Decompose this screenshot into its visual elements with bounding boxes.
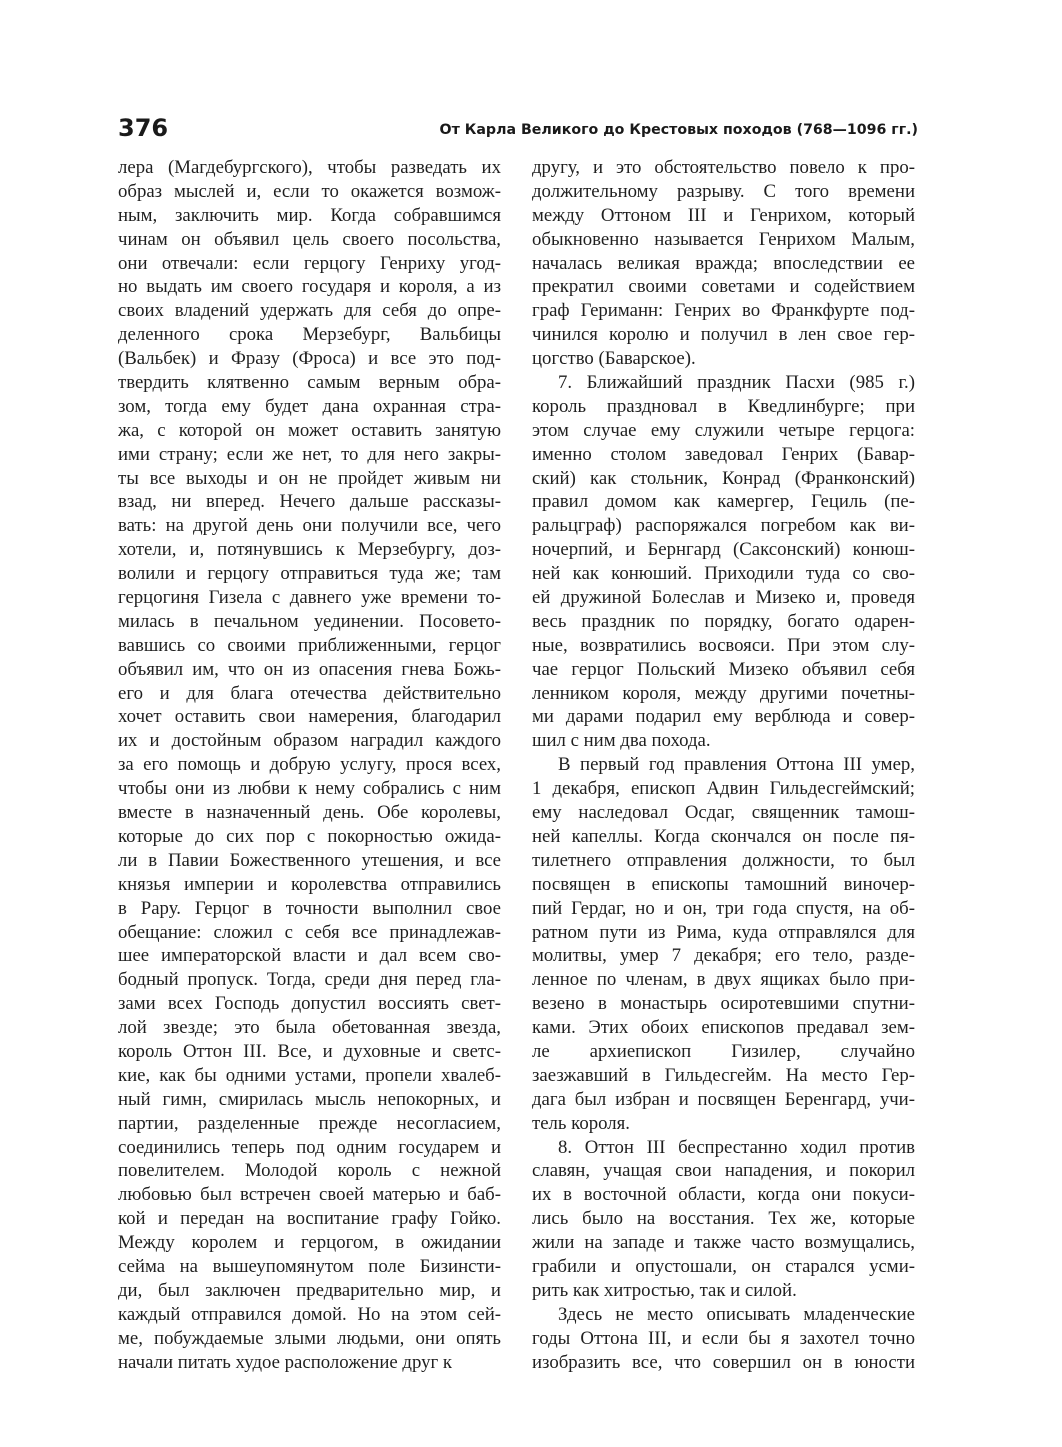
text-line: (Вальбек) и Фразу (Фроса) и все это под- (118, 348, 501, 370)
text-line: ками. Этих обоих епископов предавал зем- (532, 1017, 915, 1039)
text-line: партии, разделенные прежде несогласием, (118, 1112, 501, 1134)
text-line: ский) как стольник, Конрад (Франконский) (532, 467, 915, 489)
text-line: бодный пропуск. Тогда, среди дня перед гла- (118, 969, 501, 991)
text-line: чае герцог Польский Мизеко объявил себя (532, 658, 915, 680)
text-line: молитвы, умер 7 декабря; его тело, разде- (532, 945, 915, 967)
text-line: началась великая вражда; впоследствии ее (532, 252, 915, 274)
text-line: вместе в назначенный день. Обе королевы, (118, 802, 501, 824)
text-line: ночерпий, и Бернгард (Саксонский) конюш- (532, 539, 915, 561)
text-line: чинился королю и получил в лен свое гер- (532, 324, 915, 346)
text-line: ным, заключить мир. Когда собравшимся (118, 204, 501, 226)
text-line: 7. Ближайший праздник Пасхи (985 г.) (558, 372, 915, 394)
text-line: король Оттон III. Все, и духовные и светс- (118, 1040, 501, 1062)
text-line: взад, ни вперед. Нечего дальше рассказы- (118, 491, 501, 513)
text-line: ленником короля, между другими почетны- (532, 682, 915, 704)
text-line: объявил им, что он из опасения гнева Божь- (118, 658, 501, 680)
text-line: повелителем. Молодой король с нежной (118, 1160, 501, 1182)
text-line: зом, тогда ему будет дана охранная стра- (118, 395, 501, 417)
text-line: образ мыслей и, если то окажется возмож- (118, 180, 501, 202)
text-line: хотели, и, потянувшись к Мерзебургу, доз- (118, 539, 501, 561)
text-line: лера (Магдебургского), чтобы разведать их (118, 157, 501, 178)
text-line: жили на западе и также часто возмущались, (532, 1232, 915, 1254)
text-line: чинам он объявил цель своего посольства, (118, 228, 501, 250)
text-line: везено в монастырь осиротевшими спутни- (532, 993, 915, 1015)
text-line: посвящен в епископы тамошний виночер- (532, 873, 915, 895)
text-line: ты все выходы и он не пройдет живым ни (118, 467, 501, 489)
text-line: их в восточной области, когда они покуси- (532, 1184, 915, 1206)
text-line: князья империи и королевства отправились (118, 873, 501, 895)
page-number: 376 (118, 114, 169, 142)
text-line: цогство (Баварское). (532, 348, 696, 370)
text-line: весь праздник по порядку, богато одарен- (532, 610, 915, 632)
text-line: любовью был встречен своей матерью и баб- (118, 1184, 501, 1206)
text-line: волили и герцогу отправиться туда же; там (118, 563, 501, 585)
text-line: именно столом заведовал Генрих (Бавар- (532, 443, 915, 465)
text-line: ими страну; если же нет, то для него закры- (118, 443, 501, 465)
left-text-column (118, 156, 501, 1374)
text-line: зами всех Господь допустил воссиять свет- (118, 993, 501, 1015)
text-line: жа, с которой он может оставить занятую (118, 419, 501, 441)
text-line: тель короля. (532, 1112, 630, 1134)
text-line: в Рару. Герцог в точности выполнил свое (118, 897, 501, 919)
text-line: другу, и это обстоятельство повело к про- (532, 157, 915, 178)
text-line: соединились теперь под одним государем и (118, 1136, 501, 1158)
text-line: ми дарами подарил ему верблюда и совер- (532, 706, 915, 728)
text-line: ральцграф) распоряжался погребом как ви- (532, 515, 915, 537)
text-line: ней капеллы. Когда скончался он после пя- (532, 825, 915, 847)
text-line: шил с ним два похода. (532, 730, 711, 752)
text-line: ему наследовал Осдаг, священник тамош- (532, 802, 915, 824)
text-line: ли в Павии Божественного утешения, и все (118, 849, 501, 871)
text-line: годы Оттона III, и если бы я захотел точно (532, 1327, 915, 1349)
right-text-column (532, 156, 915, 1374)
text-line: лой звезде; это была обетованная звезда, (118, 1017, 501, 1039)
text-line: за его помощь и добрую услугу, прося всех, (118, 754, 501, 776)
text-line: твердить клятвенно самым верным обра- (118, 372, 501, 394)
text-line: чтобы они из любви к нему собрались с ним (118, 778, 501, 800)
text-line: грабили и опустошали, он старался усми- (532, 1255, 915, 1277)
text-line: Между королем и герцогом, в ожидании (118, 1232, 501, 1254)
text-line: ней как конюший. Приходили туда со сво- (532, 563, 915, 585)
text-line: милась в печальном уединении. Посовето- (118, 610, 501, 632)
running-title: От Карла Великого до Крестовых походов (768—1096 гг.) (439, 122, 918, 138)
text-line: ей дружиной Болеслав и Мизеко и, проведя (532, 587, 915, 609)
text-line: В первый год правления Оттона III умер, (558, 754, 915, 776)
text-line: герцогиня Гизела с давнего уже времени то- (118, 587, 501, 609)
text-line: обещание: сложил с себя все принадлежав- (118, 921, 501, 943)
text-line: граф Гериманн: Генрих во Франкфурте под- (532, 300, 915, 322)
text-line: лись было на восстания. Тех же, которые (532, 1208, 915, 1230)
text-line: которые до сих пор с покорностью ожида- (118, 825, 501, 847)
text-line: обыкновенно называется Генрихом Малым, (532, 228, 915, 250)
text-line: деленного срока Мерзебург, Вальбицы (118, 324, 501, 346)
text-line: этом случае ему служили четыре герцога: (532, 419, 915, 441)
text-line: дага был избран и посвящен Беренгард, учи- (532, 1088, 915, 1110)
text-line: шее императорской власти и дал всем сво- (118, 945, 501, 967)
text-line: кой и передан на воспитание графу Гойко. (118, 1208, 501, 1230)
text-line: ле архиепископ Гизилер, случайно (532, 1040, 915, 1062)
text-line: хочет оставить свои намерения, благодарил (118, 706, 501, 728)
text-line: прекратил своими советами и содействием (532, 276, 915, 298)
text-line: своих владений удержать для себя до опре- (118, 300, 501, 322)
text-line: их и достойным образом наградил каждого (118, 730, 501, 752)
text-line: ди, был заключен предварительно мир, и (118, 1279, 501, 1301)
text-line: 8. Оттон III беспрестанно ходил против (558, 1136, 915, 1158)
text-line: вать: на другой день они получили все, чего (118, 515, 501, 537)
text-line: но выдать им своего государя и короля, а из (118, 276, 501, 298)
text-line: ленное по членам, в двух ящиках было при- (532, 969, 915, 991)
text-line: каждый отправился домой. Но на этом сей- (118, 1303, 501, 1325)
page-header (118, 112, 918, 148)
text-line: славян, учащая свои нападения, и покорил (532, 1160, 915, 1182)
text-line: кие, как бы одними устами, пропели хвалеб- (118, 1064, 501, 1086)
text-line: они отвечали: если герцогу Генриху угод- (118, 252, 501, 274)
text-line: ные, возвратились восвояси. При этом слу- (532, 634, 915, 656)
text-line: начали питать худое расположение друг к (118, 1351, 453, 1373)
text-line: 1 декабря, епископ Адвин Гильдесгеймский; (532, 778, 915, 800)
text-line: заезжавший в Гильдесгейм. На место Гер- (532, 1064, 915, 1086)
text-line: между Оттоном III и Генрихом, который (532, 204, 915, 226)
text-line: вавшись со своими приближенными, герцог (118, 634, 501, 656)
text-line: ратном пути из Рима, куда отправлялся для (532, 921, 915, 943)
text-line: рить как хитростью, так и силой. (532, 1279, 797, 1301)
text-line: сейма на вышеупомянутом поле Бизинсти- (118, 1255, 501, 1277)
text-line: правил домом как камергер, Гециль (пе- (532, 491, 915, 513)
text-line: тилетнего отправления должности, то был (532, 849, 915, 871)
text-line: его и для блага отечества действительно (118, 682, 501, 704)
text-line: изобразить все, что совершил он в юности (532, 1351, 915, 1373)
text-line: Здесь не место описывать младенческие (558, 1303, 915, 1325)
text-line: ме, побуждаемые злыми людьми, они опять (118, 1327, 501, 1349)
text-line: ный гимн, смирилась мысль непокорных, и (118, 1088, 501, 1110)
text-line: должительному разрыву. С того времени (532, 180, 915, 202)
text-line: король праздновал в Кведлинбурге; при (532, 395, 915, 417)
text-line: пий Гердаг, но и он, три года спустя, на об- (532, 897, 915, 919)
